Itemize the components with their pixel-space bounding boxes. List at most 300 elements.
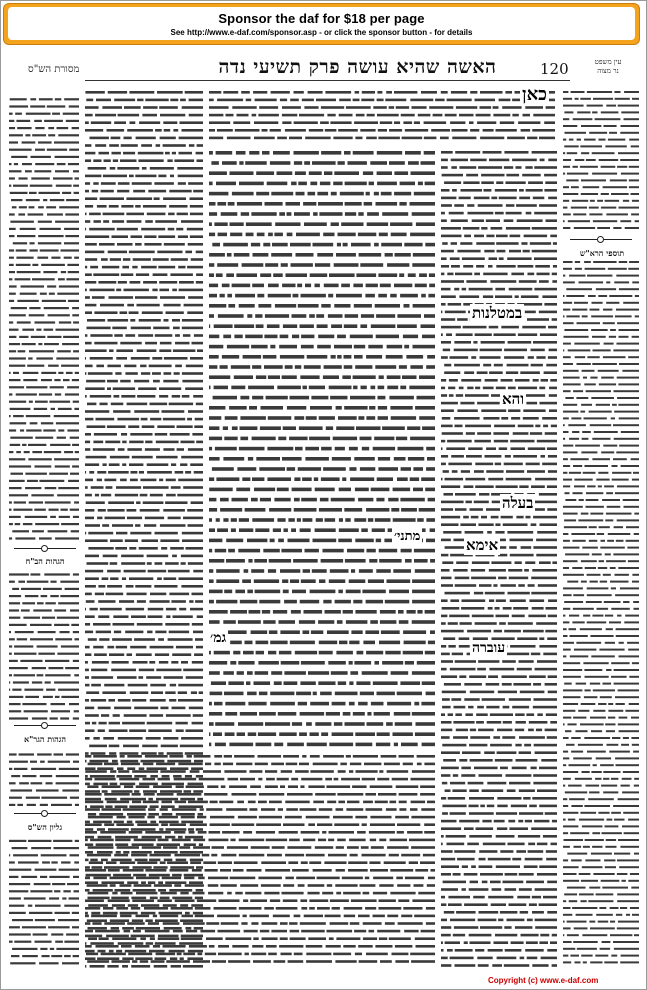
text-line-segment: [321, 304, 330, 308]
text-line-segment: [403, 335, 418, 339]
text-line-segment: [550, 941, 557, 944]
text-line-segment: [518, 835, 540, 838]
text-line-segment: [441, 668, 447, 671]
text-line-segment: [629, 261, 639, 263]
text-line-segment: [442, 805, 466, 808]
text-line-segment: [94, 342, 117, 345]
text-line-segment: [300, 600, 320, 604]
text-line-segment: [85, 357, 86, 360]
text-line-segment: [313, 763, 338, 766]
text-line-segment: [9, 753, 17, 755]
text-line-segment: [282, 892, 304, 895]
text-line-segment: [318, 839, 326, 842]
text-line-segment: [279, 212, 285, 216]
text-line-segment: [100, 831, 126, 834]
text-line-segment: [494, 941, 509, 944]
text-line-segment: [369, 559, 377, 563]
text-line-segment: [613, 227, 621, 229]
text-line-segment: [172, 839, 191, 842]
text-line-segment: [45, 660, 69, 662]
text-line-segment: [68, 300, 79, 302]
text-line-segment: [196, 152, 203, 155]
text-line-segment: [380, 284, 391, 288]
text-line-segment: [126, 585, 134, 588]
text-line-segment: [54, 415, 79, 417]
text-line-segment: [9, 696, 23, 698]
text-line-segment: [337, 243, 341, 247]
text-line-segment: [85, 653, 91, 656]
text-line-segment: [39, 480, 64, 482]
text-line-segment: [362, 823, 367, 826]
text-line-segment: [51, 804, 72, 806]
text-line-segment: [12, 919, 33, 921]
text-line-segment: [87, 854, 111, 857]
ner-mitzvah-line: נר מצוה: [597, 67, 619, 75]
text-line-segment: [400, 681, 420, 685]
text-line-segment: [455, 493, 476, 496]
text-line-segment: [563, 778, 571, 780]
text-line-segment: [377, 114, 399, 117]
text-line-segment: [183, 486, 203, 489]
text-line-segment: [248, 801, 256, 804]
text-line-segment: [563, 900, 566, 902]
text-line-segment: [105, 517, 126, 520]
text-line-segment: [209, 182, 213, 186]
text-line-segment: [509, 288, 533, 291]
text-line-segment: [369, 406, 375, 410]
text-line-segment: [9, 249, 14, 251]
text-line-segment: [523, 417, 539, 420]
text-line-segment: [501, 326, 519, 329]
text-line-segment: [175, 801, 187, 804]
text-line-segment: [127, 129, 153, 132]
text-line-segment: [138, 152, 164, 155]
text-line-segment: [619, 329, 640, 331]
text-line-segment: [101, 190, 114, 193]
text-line-segment: [412, 770, 435, 773]
text-line-segment: [57, 437, 66, 439]
text-line-segment: [178, 684, 203, 687]
text-line-segment: [51, 257, 60, 259]
text-line-segment: [91, 915, 117, 918]
text-line-segment: [193, 892, 205, 895]
text-line-segment: [412, 671, 435, 675]
text-line-segment: [250, 785, 261, 788]
text-line-segment: [460, 402, 474, 405]
text-line-segment: [441, 326, 461, 329]
text-line-segment: [271, 930, 287, 933]
text-line-segment: [370, 785, 393, 788]
text-line-segment: [229, 785, 247, 788]
text-line-segment: [267, 182, 288, 186]
text-line-segment: [332, 732, 354, 736]
text-line-segment: [393, 518, 416, 522]
text-line-segment: [461, 470, 470, 473]
text-line-segment: [496, 181, 503, 184]
text-line-segment: [93, 448, 115, 451]
text-line-segment: [518, 121, 540, 124]
text-line-segment: [319, 416, 335, 420]
text-line-segment: [75, 804, 79, 806]
text-line-segment: [9, 905, 24, 907]
text-line-segment: [475, 333, 492, 336]
text-line-segment: [124, 785, 133, 788]
text-line-segment: [573, 213, 586, 215]
text-line-segment: [313, 539, 337, 543]
text-line-segment: [320, 182, 331, 186]
chapter-header: האשה שהיא עושה פרק תשיעי נדה: [218, 56, 497, 78]
text-line-segment: [479, 584, 492, 587]
text-line-segment: [450, 356, 469, 359]
text-line-segment: [127, 653, 133, 656]
text-line-segment: [225, 712, 237, 716]
text-line-segment: [581, 703, 596, 705]
text-line-segment: [496, 387, 506, 390]
text-line-segment: [319, 808, 333, 811]
text-line-segment: [278, 539, 284, 543]
text-line-segment: [122, 441, 126, 444]
text-line-segment: [257, 233, 265, 237]
text-line-segment: [323, 375, 339, 379]
text-line-segment: [85, 869, 106, 872]
text-line-segment: [107, 387, 111, 390]
text-line-segment: [450, 957, 474, 960]
text-line-segment: [428, 641, 435, 645]
text-line-segment: [361, 314, 374, 318]
text-line-segment: [192, 722, 203, 725]
text-line-segment: [465, 713, 473, 716]
text-line-segment: [324, 171, 332, 175]
text-line-segment: [417, 610, 422, 614]
text-line-segment: [564, 683, 572, 685]
text-line-segment: [563, 275, 565, 277]
text-line-segment: [65, 235, 79, 237]
text-line-segment: [252, 477, 264, 481]
text-line-segment: [107, 129, 125, 132]
text-line-segment: [184, 304, 203, 307]
text-line-segment: [506, 181, 526, 184]
text-line-segment: [204, 793, 227, 796]
text-line-segment: [230, 233, 242, 237]
text-line-segment: [388, 498, 398, 502]
text-line-segment: [603, 186, 628, 188]
text-line-segment: [365, 294, 375, 298]
text-line-segment: [578, 710, 589, 712]
text-line-segment: [239, 518, 249, 522]
text-line-segment: [9, 660, 18, 662]
text-line-segment: [113, 387, 135, 390]
sponsor-button[interactable]: [8, 7, 635, 40]
text-line-segment: [336, 869, 345, 872]
text-line-segment: [500, 850, 513, 853]
text-line-segment: [376, 202, 398, 206]
text-line-segment: [495, 295, 512, 298]
text-line-segment: [398, 922, 423, 925]
masoret-hashas-column: [8, 88, 80, 968]
text-line-segment: [96, 365, 104, 368]
text-line-segment: [9, 386, 24, 388]
text-line-segment: [450, 812, 466, 815]
text-line-segment: [635, 315, 639, 317]
text-line-segment: [102, 266, 119, 269]
text-line-segment: [309, 899, 328, 902]
text-line-segment: [571, 417, 581, 419]
text-line-segment: [449, 379, 458, 382]
text-line-segment: [209, 335, 219, 339]
text-line-segment: [390, 892, 415, 895]
text-line-segment: [563, 118, 569, 120]
text-line-segment: [486, 219, 500, 222]
text-line-segment: [563, 465, 570, 467]
text-line-segment: [583, 472, 596, 474]
text-line-segment: [254, 681, 271, 685]
text-line-segment: [117, 190, 129, 193]
text-line-segment: [464, 698, 479, 701]
text-line-segment: [101, 494, 111, 497]
text-line-segment: [505, 888, 517, 891]
text-line-segment: [117, 167, 139, 170]
text-line-segment: [441, 797, 446, 800]
text-line-segment: [362, 590, 385, 594]
text-line-segment: [624, 91, 639, 93]
text-line-segment: [563, 941, 572, 943]
text-line-segment: [117, 846, 139, 849]
text-line-segment: [155, 532, 178, 535]
text-line-segment: [150, 418, 161, 421]
text-line-segment: [272, 846, 285, 849]
text-line-segment: [441, 463, 446, 466]
text-line-segment: [281, 953, 292, 956]
text-line-segment: [377, 151, 402, 155]
text-line-segment: [188, 410, 203, 413]
text-line-segment: [601, 111, 619, 113]
text-line-segment: [11, 775, 20, 777]
text-line-segment: [90, 334, 112, 337]
text-line-segment: [369, 930, 375, 933]
text-line-segment: [154, 182, 174, 185]
text-line-segment: [545, 630, 557, 633]
text-line-segment: [550, 379, 557, 382]
text-line-segment: [85, 273, 92, 276]
text-line-segment: [136, 653, 152, 656]
sponsor-subtitle[interactable]: See http://www.e-daf.com/sponsor.asp - or click the sponsor button - for details: [170, 28, 473, 37]
text-line-segment: [27, 365, 44, 367]
text-line-segment: [31, 847, 51, 849]
text-line-segment: [244, 569, 249, 573]
text-line-segment: [209, 620, 220, 624]
text-line-segment: [464, 903, 488, 906]
text-line-segment: [234, 335, 242, 339]
text-line-segment: [403, 121, 412, 124]
text-line-segment: [39, 393, 52, 395]
text-line-segment: [532, 250, 557, 253]
text-line-segment: [593, 349, 611, 351]
text-line-segment: [185, 251, 192, 254]
text-line-segment: [255, 314, 262, 318]
text-line-segment: [358, 498, 373, 502]
text-line-segment: [516, 850, 526, 853]
text-line-segment: [50, 516, 56, 518]
text-line-segment: [563, 363, 573, 365]
text-line-segment: [405, 559, 412, 563]
text-line-segment: [334, 304, 350, 308]
text-line-segment: [441, 964, 451, 967]
text-line-segment: [154, 585, 177, 588]
text-line-segment: [546, 106, 555, 109]
text-line-segment: [440, 137, 449, 140]
text-line-segment: [175, 899, 195, 902]
text-line-segment: [508, 409, 520, 412]
text-line-segment: [303, 202, 316, 206]
text-line-segment: [9, 127, 15, 129]
text-line-segment: [603, 356, 626, 358]
text-line-segment: [462, 888, 466, 891]
text-line-segment: [172, 319, 180, 322]
text-line-segment: [308, 192, 316, 196]
text-line-segment: [156, 953, 176, 956]
text-line-segment: [563, 927, 571, 929]
text-line-segment: [270, 899, 280, 902]
text-line-segment: [102, 808, 122, 811]
text-line-segment: [547, 485, 557, 488]
text-line-segment: [410, 365, 423, 369]
text-line-segment: [218, 945, 229, 948]
text-line-segment: [85, 669, 89, 672]
text-line-segment: [121, 945, 132, 948]
text-line-segment: [37, 674, 44, 676]
text-line-segment: [209, 137, 223, 140]
text-line-segment: [127, 403, 148, 406]
text-line-segment: [548, 470, 557, 473]
text-line-segment: [199, 691, 203, 694]
text-line-segment: [35, 905, 61, 907]
text-line-segment: [384, 861, 406, 864]
text-line-segment: [622, 825, 639, 827]
text-line-segment: [107, 801, 130, 804]
text-line-segment: [180, 892, 188, 895]
text-line-segment: [470, 736, 490, 739]
text-line-segment: [239, 854, 264, 857]
text-line-segment: [183, 669, 203, 672]
text-line-segment: [291, 610, 301, 614]
text-line-segment: [209, 579, 214, 583]
text-line-segment: [51, 955, 62, 957]
text-line-segment: [218, 953, 242, 956]
text-line-segment: [153, 273, 168, 276]
text-line-segment: [9, 768, 12, 770]
text-line-segment: [486, 706, 499, 709]
text-line-segment: [195, 638, 203, 641]
text-line-segment: [353, 375, 376, 379]
text-line-segment: [602, 887, 628, 889]
text-line-segment: [474, 235, 484, 238]
text-line-segment: [85, 646, 90, 649]
text-line-segment: [292, 869, 309, 872]
text-line-segment: [305, 137, 331, 140]
text-line-segment: [9, 797, 22, 799]
text-line-segment: [479, 774, 503, 777]
text-line-segment: [9, 429, 16, 431]
text-line-segment: [30, 638, 53, 640]
text-line-segment: [445, 592, 470, 595]
text-line-segment: [311, 630, 323, 634]
text-line-segment: [147, 816, 154, 819]
text-line-segment: [584, 737, 610, 739]
text-line-segment: [535, 668, 557, 671]
text-line-segment: [441, 751, 460, 754]
text-line-segment: [379, 884, 393, 887]
text-line-segment: [245, 161, 267, 165]
sponsor-banner[interactable]: [3, 3, 640, 45]
text-line-segment: [534, 166, 557, 169]
text-line-segment: [125, 631, 143, 634]
text-line-segment: [502, 660, 516, 663]
text-line-segment: [85, 737, 90, 740]
text-line-segment: [50, 199, 65, 201]
text-line-segment: [242, 477, 250, 481]
text-line-segment: [608, 703, 613, 705]
text-line-segment: [135, 175, 156, 178]
text-line-segment: [265, 202, 283, 206]
text-line-segment: [210, 801, 218, 804]
text-line-segment: [281, 770, 292, 773]
text-line-segment: [618, 152, 639, 154]
text-line-segment: [170, 175, 174, 178]
text-line-segment: [603, 309, 612, 311]
text-line-segment: [308, 884, 325, 887]
text-line-segment: [327, 884, 332, 887]
text-line-segment: [159, 349, 171, 352]
text-line-segment: [227, 253, 232, 257]
text-line-segment: [429, 273, 435, 277]
text-line-segment: [621, 955, 639, 957]
text-line-segment: [377, 778, 389, 781]
text-line-segment: [563, 424, 565, 426]
text-line-segment: [34, 408, 47, 410]
text-line-segment: [61, 365, 79, 367]
text-line-segment: [424, 137, 437, 140]
text-line-segment: [318, 620, 334, 624]
text-line-segment: [22, 329, 34, 331]
text-line-segment: [109, 296, 134, 299]
text-line-segment: [542, 417, 557, 420]
text-line-segment: [518, 584, 525, 587]
text-line-segment: [233, 121, 250, 124]
text-line-segment: [283, 899, 298, 902]
hagahot-hab-heading: הגהות הב"ח: [25, 556, 65, 566]
text-line-segment: [614, 683, 639, 685]
text-line-segment: [123, 152, 135, 155]
text-line-segment: [501, 417, 508, 420]
text-line-segment: [610, 934, 632, 936]
text-line-segment: [13, 185, 28, 187]
text-line-segment: [464, 235, 471, 238]
text-line-segment: [270, 641, 287, 645]
copyright-notice[interactable]: Copyright (c) www.e-daf.com: [488, 976, 599, 985]
text-line-segment: [387, 915, 398, 918]
text-line-segment: [209, 437, 222, 441]
text-line-segment: [351, 630, 362, 634]
text-line-segment: [569, 764, 591, 766]
text-line-segment: [185, 91, 203, 94]
text-line-segment: [9, 379, 21, 381]
text-line-segment: [465, 425, 491, 428]
text-line-segment: [139, 121, 160, 124]
text-line-segment: [441, 189, 450, 192]
text-line-segment: [164, 357, 188, 360]
text-line-segment: [586, 390, 611, 392]
text-line-segment: [255, 671, 269, 675]
